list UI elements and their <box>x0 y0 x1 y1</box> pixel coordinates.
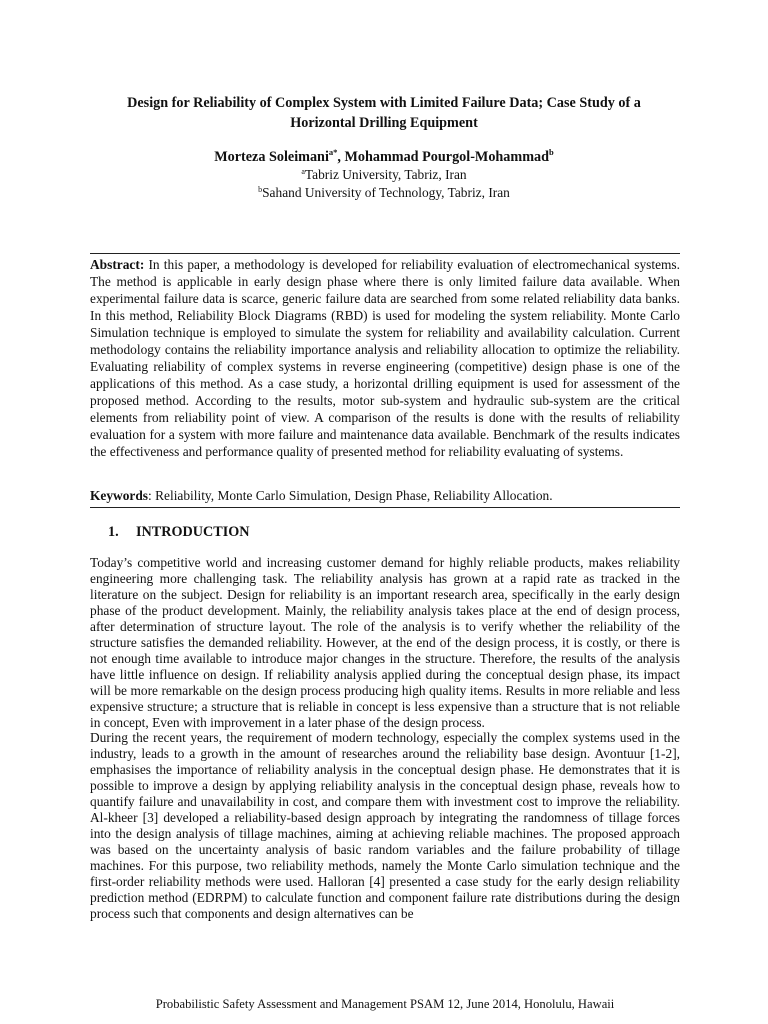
author-separator: , <box>337 149 345 165</box>
affiliation-mark: a <box>301 167 305 176</box>
affiliation-text: Sahand University of Technology, Tabriz, Iran <box>262 185 510 200</box>
affiliation-b <box>90 184 678 202</box>
intro-paragraph: During the recent years, the requirement of modern technology, especially the complex systems used in the industry, leads to a growth in the amount of researches around the reliability base design. Avontuur [1-2], emphasises the importance of reliability analysis in the conceptual design phase. He demonstrates that it is possible to improve a design by applying reliability analysis in the conceptual design phase, reveals how to quantify failure and unavailability in cost, and compare them with investment cost to improve the reliability. Al-kheer [3] developed a reliability-based design approach by integrating the randomness of tillage forces into the design analysis of tillage machines, aiming at achieving reliable machines. The proposed approach was based on the uncertainty analysis of basic random variables and the failure probability of tillage machines. For this purpose, two reliability methods, namely the Monte Carlo simulation technique and the first-order reliability methods were used. Halloran [4] presented a case study for the early design reliability prediction method (EDRPM) to calculate function and component failure rate distributions during the design process such that components and design alternatives can be <box>90 730 680 921</box>
author-list <box>90 147 678 167</box>
affiliation-text: Tabriz University, Tabriz, Iran <box>304 167 467 182</box>
author-name: Morteza Soleimani <box>214 149 329 165</box>
keywords-bottom-rule <box>90 507 680 508</box>
title-line-2: Horizontal Drilling Equipment <box>290 115 478 131</box>
page-footer: Probabilistic Safety Assessment and Management PSAM 12, June 2014, Honolulu, Hawaii <box>155 997 615 1011</box>
abstract <box>90 256 680 460</box>
keywords <box>90 487 680 504</box>
keywords-label: Keywords <box>90 488 149 503</box>
keywords-text: : Reliability, Monte Carlo Simulation, Design Phase, Reliability Allocation. <box>148 488 553 503</box>
abstract-top-rule <box>90 253 680 254</box>
section-heading-introduction <box>108 522 250 542</box>
intro-paragraph: Today’s competitive world and increasing customer demand for highly reliable products, makes reliability engineering more challenging task. The reliability analysis has grown at a rapid rate as tracked in the literature on the subject. Design for reliability is an important research area, specifically in the early design phase of the product development. Mainly, the reliability analysis takes place at the end of design process, after determination of structure layout. The role of the analysis is to verify whether the reliability of the structure satisfies the demanded reliability. However, at the end of the design process, it is costly, or there is not enough time available to introduce major changes in the structure. Therefore, the results of the analysis have little influence on design. If reliability analysis applied during the conceptual design phase, its impact will be more remarkable on the design process producing high quality items. Results in more reliable and less expensive structure; a structure that is reliable in concept is less expensive than a structure that is not reliable in concept, Even with improvement in a later phase of the design process. <box>90 555 680 730</box>
author-affiliation-mark: b <box>549 147 554 157</box>
abstract-text: In this paper, a methodology is developed for reliability evaluation of electromechanical systems. The method is applicable in early design phase where there is only limited failure data available. When experimental failure data is scarce, generic failure data are searched from some related reliability data banks. In this method, Reliability Block Diagrams (RBD) is used for modeling the system reliability. Monte Carlo Simulation technique is employed to simulate the system for reliability and availability calculation. Current methodology contains the reliability importance analysis and reliability allocation to optimize the reliability. Evaluating reliability of complex systems in reverse engineering (competitive) design phase is one of the applications of this method. As a case study, a horizontal drilling equipment is used for assessment of the proposed method. According to the results, motor sub-system and hydraulic sub-system are the critical elements from reliability point of view. A comparison of the results is done with the results of reliability evaluation for a system with more failure and maintenance data available. Benchmark of the results indicates the effectiveness and performance quality of presented method for reliability evaluating of systems. <box>90 257 680 459</box>
abstract-label: Abstract: <box>90 257 145 272</box>
affiliation-mark: b <box>258 185 263 194</box>
title-line-1: Design for Reliability of Complex System with Limited Failure Data; Case Study of a <box>127 95 641 111</box>
author-affiliation-mark: a* <box>328 147 338 157</box>
introduction-body <box>90 555 680 922</box>
section-title: INTRODUCTION <box>136 524 250 540</box>
affiliation-a <box>90 166 678 184</box>
paper-title <box>90 93 678 133</box>
section-number: 1. <box>108 524 119 540</box>
author-name: Mohammad Pourgol-Mohammad <box>344 149 550 165</box>
